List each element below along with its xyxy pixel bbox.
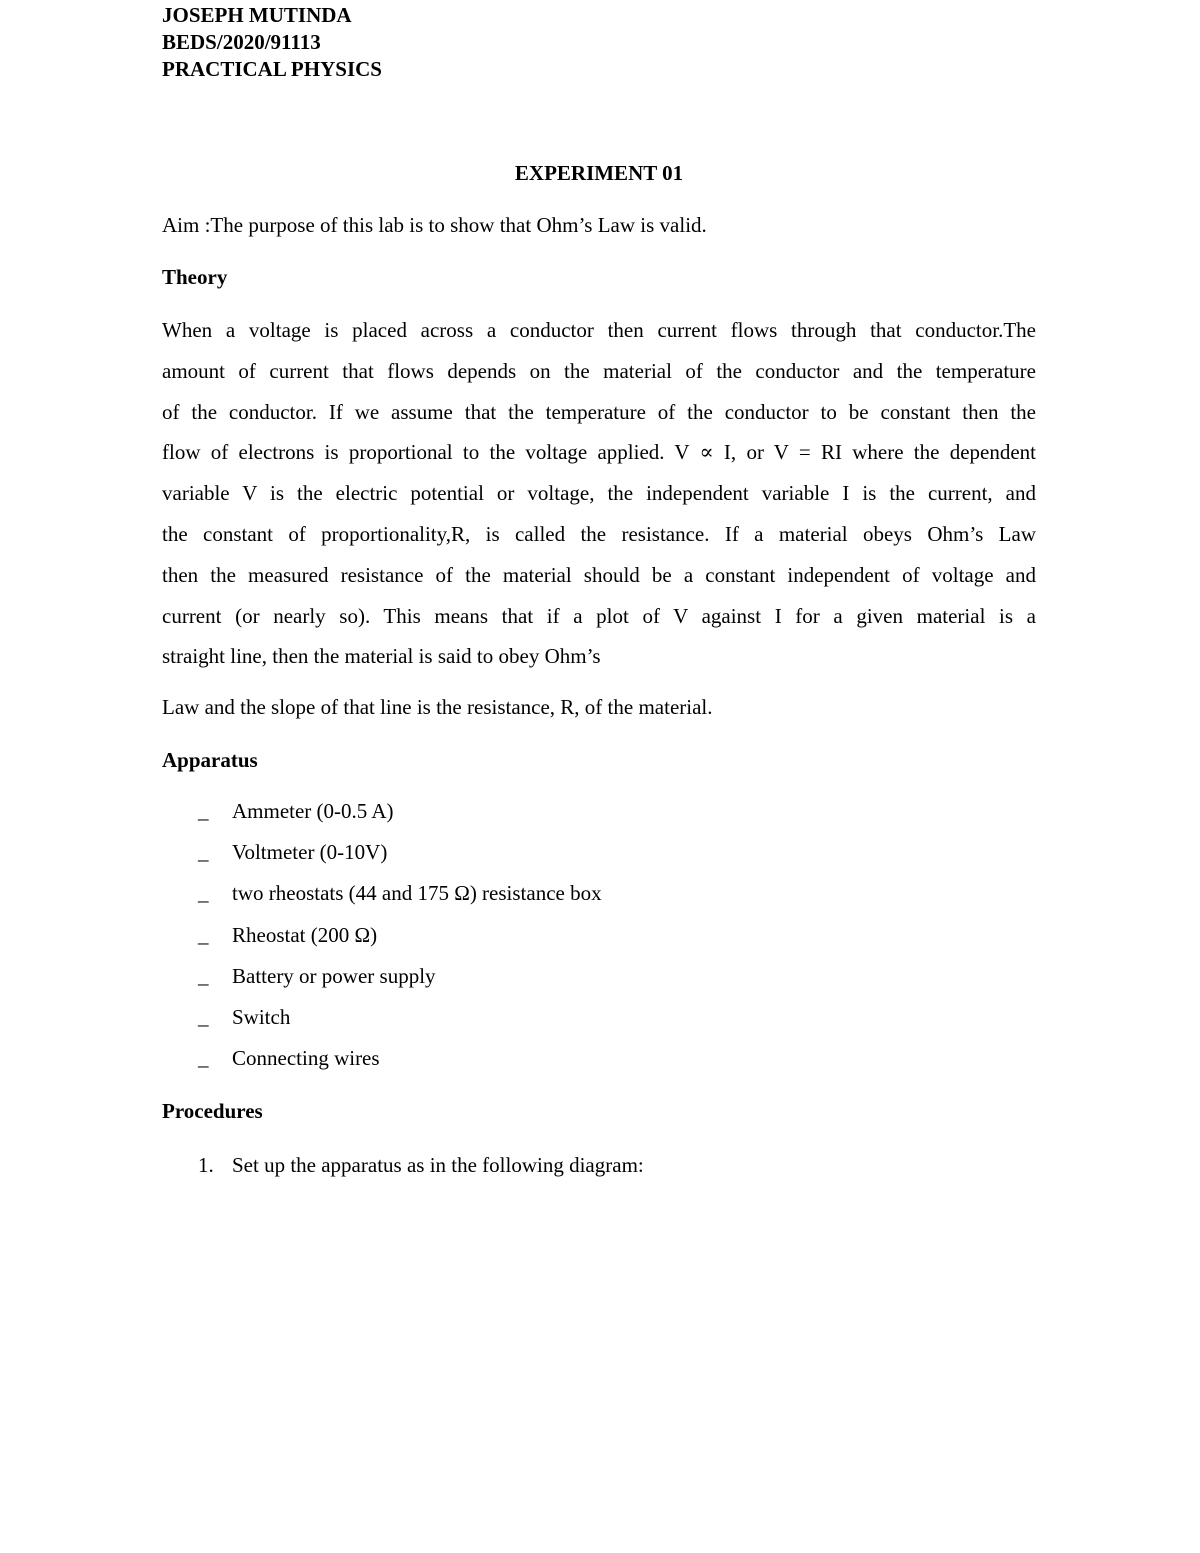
bullet-marker: _ xyxy=(198,963,209,988)
apparatus-item: two rheostats (44 and 175 Ω) resistance box xyxy=(232,881,602,906)
bullet-marker: _ xyxy=(198,1046,209,1071)
theory-line: straight line, then the material is said to obey Ohm’s xyxy=(162,644,601,669)
bullet-marker: _ xyxy=(198,799,209,823)
theory-line: then the measured resistance of the material should be a constant independent of voltage and xyxy=(162,562,1036,587)
theory-line: the constant of proportionality,R, is called the resistance. If a material obeys Ohm’s Law xyxy=(162,521,1036,546)
theory-heading: Theory xyxy=(162,265,228,289)
aim-statement: Aim :The purpose of this lab is to show that Ohm’s Law is valid. xyxy=(162,213,707,237)
bullet-marker: _ xyxy=(198,840,209,865)
registration-number: BEDS/2020/91113 xyxy=(162,30,321,54)
apparatus-item: Ammeter (0-0.5 A) xyxy=(232,799,394,823)
theory-line: amount of current that flows depends on the material of the conductor and the temperature xyxy=(162,358,1036,383)
student-header xyxy=(162,2,382,83)
theory-continuation: Law and the slope of that line is the resistance, R, of the material. xyxy=(162,695,713,719)
bullet-marker: _ xyxy=(198,922,209,947)
course-title: PRACTICAL PHYSICS xyxy=(162,57,382,81)
step-text: Set up the apparatus as in the following diagram: xyxy=(232,1153,644,1177)
apparatus-item: Rheostat (200 Ω) xyxy=(232,922,378,947)
theory-line: variable V is the electric potential or voltage, the independent variable I is the current, and xyxy=(162,481,1036,506)
theory-line: of the conductor. If we assume that the temperature of the conductor to be constant then the xyxy=(162,399,1036,424)
theory-paragraph xyxy=(162,310,1036,677)
apparatus-item: Battery or power supply xyxy=(232,963,436,988)
experiment-title: EXPERIMENT 01 xyxy=(514,161,684,185)
apparatus-item: Switch xyxy=(232,1004,291,1029)
apparatus-item: Connecting wires xyxy=(232,1046,380,1071)
apparatus-heading: Apparatus xyxy=(162,748,258,772)
apparatus-item: Voltmeter (0-10V) xyxy=(232,840,388,865)
bullet-marker: _ xyxy=(198,1004,209,1029)
bullet-marker: _ xyxy=(198,881,209,906)
theory-line: flow of electrons is proportional to the voltage applied. V ∝ I, or V = RI where the dependent xyxy=(162,440,1036,465)
theory-line: When a voltage is placed across a conductor then current flows through that conductor.The xyxy=(162,318,1036,342)
step-number: 1. xyxy=(198,1153,214,1177)
student-name: JOSEPH MUTINDA xyxy=(162,3,352,27)
procedures-heading: Procedures xyxy=(162,1099,263,1123)
theory-line: current (or nearly so). This means that if a plot of V against I for a given material is a xyxy=(162,603,1036,628)
